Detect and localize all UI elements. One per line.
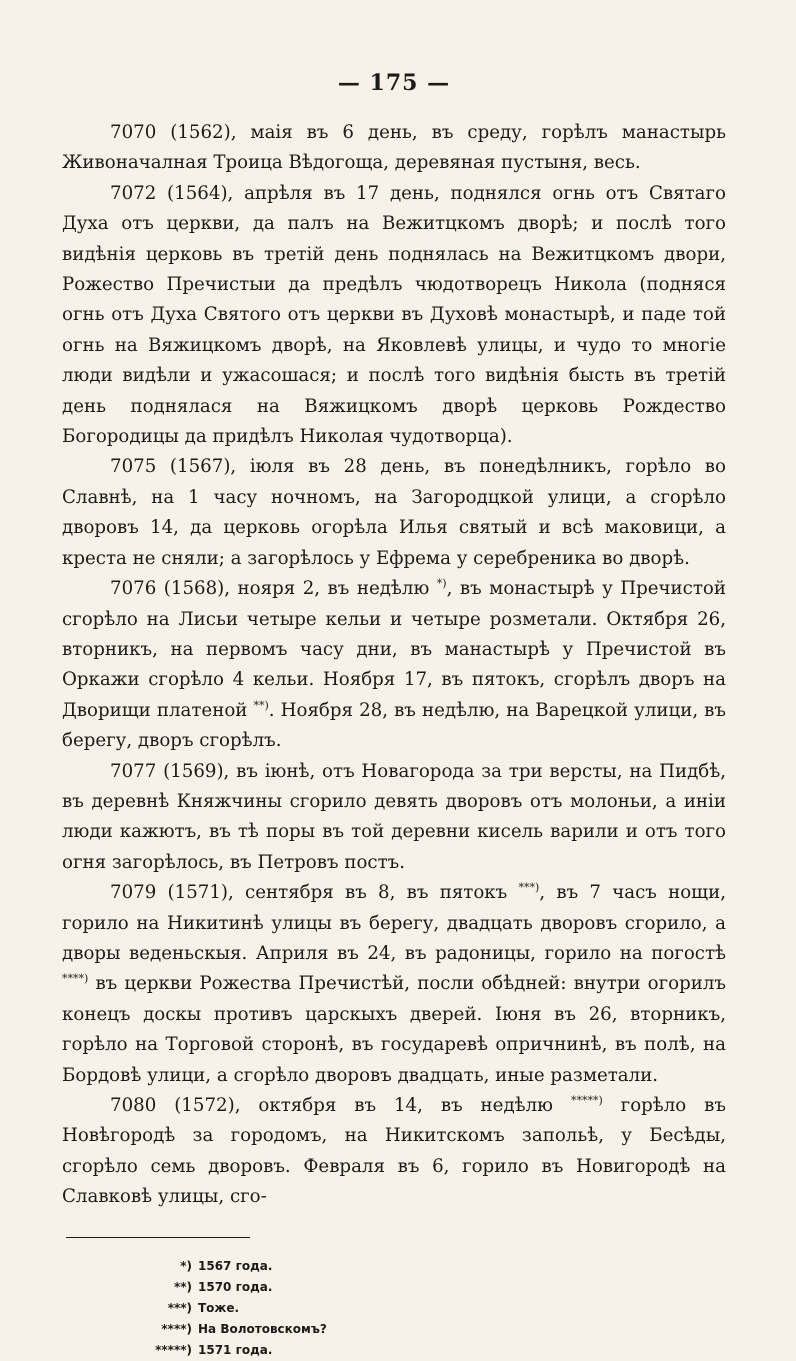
paragraph-7072 xyxy=(62,179,726,453)
footnote xyxy=(134,1277,726,1298)
footnote-text: 1571 года. xyxy=(198,1342,273,1357)
footnote xyxy=(134,1256,726,1277)
footnotes xyxy=(134,1256,726,1361)
footnote-text: 1570 года. xyxy=(198,1279,273,1294)
footnote xyxy=(134,1298,726,1319)
paragraph-text: , въ 7 часъ нощи, горило на Никитинѣ улицы въ берегу, двадцать дворовъ сгорило, а дворы веденьскыя. Априля въ 24, въ радоницы, горило на погостѣ xyxy=(62,882,726,964)
paragraph-7076 xyxy=(62,574,726,756)
paragraph-7070 xyxy=(62,118,726,179)
paragraph-text: 7077 (1569), въ іюнѣ, отъ Новагорода за три версты, на Пидбѣ, въ деревнѣ Княжчины сгорило девять дворовъ отъ молоньи, а иніи люди кажютъ, въ тѣ поры въ той деревни кисель варили и отъ того огня загорѣлось, въ Петровъ постъ. xyxy=(62,760,726,873)
footnote-ref: *****) xyxy=(570,1093,603,1107)
paragraph-text: 7072 (1564), апрѣля въ 17 день, поднялся огнь отъ Святаго Духа отъ церкви, да палъ на Вежитцкомъ дворѣ; и послѣ того видѣнія церковь въ третій день поднялась на Вежитцкомъ двори, Рожество Пречистыи да предѣлъ чюдотворецъ Никола (подняся огнь отъ Духа Святого отъ церкви въ Духовѣ монастырѣ, и паде той огнь на Вяжицкомъ дворѣ, на Яковлевѣ улицы, и чудо то многіе люди видѣли и ужасошася; и послѣ того видѣнія бысть въ третій день поднялася на Вяжицкомъ дворѣ церковь Рождество Богородицы да придѣлъ Николая чудотворца). xyxy=(62,182,726,448)
footnote xyxy=(134,1319,726,1340)
footnote-text: 1567 года. xyxy=(198,1258,273,1273)
paragraph-text: . Ноября 28, въ недѣлю, на Варецкой улици, въ берегу, дворъ сгорѣлъ. xyxy=(62,699,726,752)
paragraph-7079 xyxy=(62,878,726,1091)
footnote-mark: *****) xyxy=(155,1342,192,1357)
footnote-ref: **) xyxy=(253,698,269,712)
footnote-ref: *) xyxy=(436,577,447,591)
paragraph-text: , въ монастырѣ у Пречистой сгорѣло на Лисьи четыре кельи и четыре розметали. Октября 26, вторникъ, на первомъ часу дни, въ манастырѣ у Пречистой въ Оркажи сгорѣло 4 кельи. Ноября 17, въ пятокъ, сгорѣлъ дворъ на Дворищи платеной xyxy=(62,578,726,721)
paragraph-7077 xyxy=(62,757,726,879)
paragraph-text: горѣло въ Новѣгородѣ за городомъ, на Никитскомъ запольѣ, у Бесѣды, сгорѣло семь дворовъ. Февраля въ 6, горило въ Новигородѣ на Славковѣ улицы, сго- xyxy=(62,1095,726,1208)
footnote-divider xyxy=(66,1237,250,1238)
main-text xyxy=(62,118,726,1213)
footnote-text: Тоже. xyxy=(198,1300,240,1315)
footnote-mark: ****) xyxy=(161,1321,192,1336)
footnote-mark: *) xyxy=(180,1258,192,1273)
paragraph-7075 xyxy=(62,452,726,574)
paragraph-text: 7079 (1571), сентября въ 8, въ пятокъ xyxy=(110,882,508,904)
paragraph-text: 7080 (1572), октября въ 14, въ недѣлю xyxy=(110,1095,553,1116)
paragraph-text: въ церкви Рожества Пречистѣй, посли обѣдней: внутри огорилъ конецъ доскы противъ царскыхъ дверей. Іюня въ 26, вторникъ, горѣло на Торговой сторонѣ, въ государевѣ опричнинѣ, въ полѣ, на Бордовѣ улици, а сгорѣло дворовъ двадцать, иные разметали. xyxy=(62,973,726,1086)
paragraph-text: 7070 (1562), маія въ 6 день, въ среду, горѣлъ манастырь Живоначалная Троица Вѣдогоща, деревяная пустыня, весь. xyxy=(62,122,726,174)
paragraph-text: 7075 (1567), іюля въ 28 день, въ понедѣлникъ, горѣло во Славнѣ, на 1 часу ночномъ, на Загородцкой улици, а сгорѣло дворовъ 14, да церковь огорѣла Илья святый и всѣ маковици, а креста не сняли; а загорѣлось у Ефрема у серебреника во дворѣ. xyxy=(62,456,726,569)
footnote-mark: ***) xyxy=(167,1300,192,1315)
paragraph-7080 xyxy=(62,1091,726,1213)
page-number: — 175 — xyxy=(337,70,451,96)
footnote-ref: ****) xyxy=(62,972,89,986)
footnote-mark: **) xyxy=(173,1279,192,1294)
footnote-text: На Волотовскомъ? xyxy=(198,1321,327,1336)
footnote xyxy=(134,1340,726,1361)
paragraph-text: 7076 (1568), нояря 2, въ недѣлю xyxy=(110,578,430,600)
footnote-ref: ***) xyxy=(518,881,540,895)
